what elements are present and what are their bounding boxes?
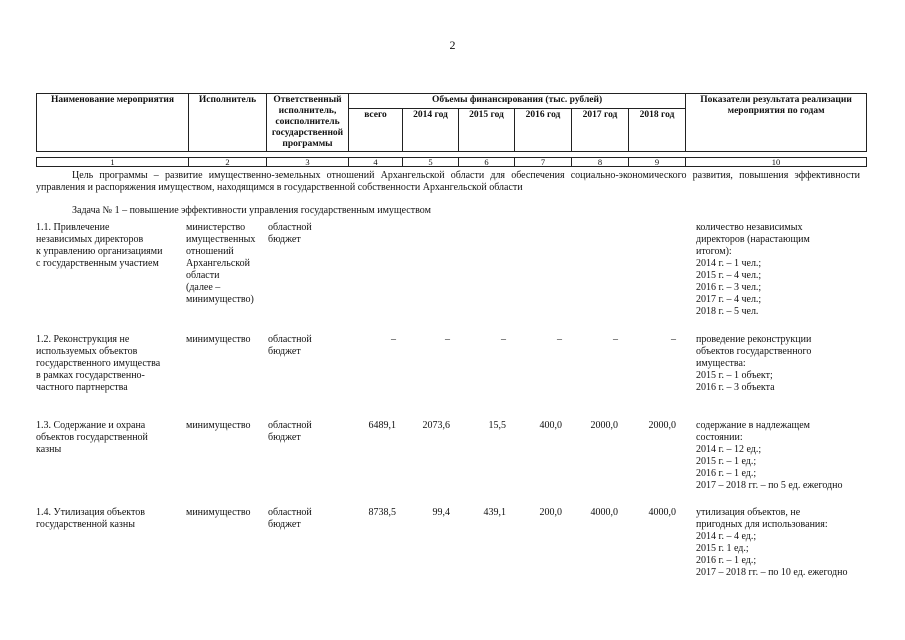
indicator-line: 2017 – 2018 гг. – по 5 ед. ежегодно xyxy=(696,480,843,491)
activity-name-line: государственного имущества xyxy=(36,358,161,369)
financing-value: – xyxy=(501,334,506,345)
funding-source-line: областной xyxy=(268,334,312,345)
column-number: 6 xyxy=(459,158,515,167)
funding-source xyxy=(268,222,348,246)
activity-name-line: используемых объектов xyxy=(36,346,138,357)
activity-name-line: к управлению организациями xyxy=(36,246,163,257)
executor-line: минимущество) xyxy=(186,294,254,305)
column-number: 9 xyxy=(629,158,686,167)
header-responsible: Ответственный исполнитель, соисполнитель государственной программы xyxy=(267,94,349,152)
activity-name-line: казны xyxy=(36,444,62,455)
financing-value: – xyxy=(613,334,618,345)
financing-value: 2000,0 xyxy=(590,420,618,431)
column-number: 5 xyxy=(403,158,459,167)
executor-line: отношений xyxy=(186,246,234,257)
funding-source-line: бюджет xyxy=(268,346,301,357)
column-number: 10 xyxy=(686,158,867,167)
indicator-line: содержание в надлежащем xyxy=(696,420,811,431)
activity-name-line: объектов государственной xyxy=(36,432,148,443)
financing-value: 99,4 xyxy=(432,507,450,518)
activity-name xyxy=(36,222,182,270)
financing-value: 439,1 xyxy=(483,507,506,518)
indicator-line: 2015 г. 1 ед.; xyxy=(696,543,749,554)
activity-executor xyxy=(186,334,264,346)
column-number: 8 xyxy=(572,158,629,167)
activity-name xyxy=(36,334,182,394)
financing-value: – xyxy=(557,334,562,345)
activity-executor xyxy=(186,222,264,306)
executor-line: Архангельской xyxy=(186,258,250,269)
funding-source-line: областной xyxy=(268,420,312,431)
indicator-line: имущества: xyxy=(696,358,746,369)
executor-line: минимущество xyxy=(186,507,251,518)
activity-name-line: 1.2. Реконструкция не xyxy=(36,334,130,345)
executor-line: имущественных xyxy=(186,234,256,245)
financing-value: 4000,0 xyxy=(590,507,618,518)
funding-source-line: областной xyxy=(268,507,312,518)
indicator-line: 2015 г. – 1 объект; xyxy=(696,370,773,381)
indicator-line: 2014 г. – 4 ед.; xyxy=(696,531,757,542)
financing-value: 2073,6 xyxy=(422,420,450,431)
financing-value: 6489,1 xyxy=(368,420,396,431)
executor-line: (далее – xyxy=(186,282,221,293)
activity-name-line: государственной казны xyxy=(36,519,135,530)
funding-source-line: бюджет xyxy=(268,519,301,530)
result-indicators xyxy=(696,507,866,579)
header-2015: 2015 год xyxy=(459,109,515,152)
financing-value: 15,5 xyxy=(488,420,506,431)
column-number: 7 xyxy=(515,158,572,167)
column-number: 2 xyxy=(189,158,267,167)
activity-executor xyxy=(186,507,264,519)
indicator-line: 2016 г. – 3 чел.; xyxy=(696,282,762,293)
result-indicators xyxy=(696,420,866,492)
indicator-line: 2016 г. – 1 ед.; xyxy=(696,555,757,566)
financing-value: 2000,0 xyxy=(648,420,676,431)
indicator-line: итогом): xyxy=(696,246,732,257)
header-name: Наименование мероприятия xyxy=(37,94,189,152)
indicator-line: 2015 г. – 1 ед.; xyxy=(696,456,757,467)
header-total: всего xyxy=(349,109,403,152)
executor-line: минимущество xyxy=(186,420,251,431)
executor-line: области xyxy=(186,270,220,281)
indicator-line: директоров (нарастающим xyxy=(696,234,810,245)
task-heading: Задача № 1 – повышение эффективности управления государственным имуществом xyxy=(72,205,431,216)
funding-source xyxy=(268,420,348,444)
page-number: 2 xyxy=(449,38,456,52)
indicator-line: утилизация объектов, не xyxy=(696,507,801,518)
executor-line: министерство xyxy=(186,222,246,233)
column-number: 1 xyxy=(37,158,189,167)
indicator-line: 2014 г. – 12 ед.; xyxy=(696,444,762,455)
indicator-line: 2014 г. – 1 чел.; xyxy=(696,258,762,269)
header-2014: 2014 год xyxy=(403,109,459,152)
activity-name-line: 1.1. Привлечение xyxy=(36,222,110,233)
financing-value: 200,0 xyxy=(539,507,562,518)
activity-name xyxy=(36,420,182,456)
indicator-line: 2017 – 2018 гг. – по 10 ед. ежегодно xyxy=(696,567,848,578)
result-indicators xyxy=(696,222,866,318)
indicator-line: проведение реконструкции xyxy=(696,334,812,345)
indicator-line: объектов государственного xyxy=(696,346,812,357)
indicator-line: состоянии: xyxy=(696,432,743,443)
column-number-row xyxy=(36,157,867,167)
financing-value: – xyxy=(445,334,450,345)
financing-value: 8738,5 xyxy=(368,507,396,518)
header-executor: Исполнитель xyxy=(189,94,267,152)
activity-name-line: с государственным участием xyxy=(36,258,159,269)
header-2016: 2016 год xyxy=(515,109,572,152)
program-goal: Цель программы – развитие имущественно-земельных отношений Архангельской области для обеспечения социально-экономического развития, повышения эффективности управления и распоряжения имуществом, находящимся в государственной собственности Архангельской области xyxy=(36,170,860,193)
activity-name xyxy=(36,507,182,531)
activity-executor xyxy=(186,420,264,432)
indicator-line: 2017 г. – 4 чел.; xyxy=(696,294,762,305)
financing-value: – xyxy=(391,334,396,345)
funding-source-line: областной xyxy=(268,222,312,233)
indicator-line: количество независимых xyxy=(696,222,803,233)
column-number: 3 xyxy=(267,158,349,167)
activity-name-line: в рамках государственно- xyxy=(36,370,145,381)
indicator-line: 2016 г. – 3 объекта xyxy=(696,382,775,393)
header-2017: 2017 год xyxy=(572,109,629,152)
funding-source-line: бюджет xyxy=(268,234,301,245)
indicator-line: 2015 г. – 4 чел.; xyxy=(696,270,762,281)
indicator-line: 2018 г. – 5 чел. xyxy=(696,306,759,317)
activity-name-line: 1.4. Утилизация объектов xyxy=(36,507,145,518)
indicator-line: 2016 г. – 1 ед.; xyxy=(696,468,757,479)
executor-line: минимущество xyxy=(186,334,251,345)
funding-source-line: бюджет xyxy=(268,432,301,443)
indicator-line: пригодных для использования: xyxy=(696,519,828,530)
financing-value: – xyxy=(671,334,676,345)
header-financing: Объемы финансирования (тыс. рублей) xyxy=(349,94,686,109)
table-header xyxy=(36,93,867,152)
header-2018: 2018 год xyxy=(629,109,686,152)
funding-source xyxy=(268,507,348,531)
activity-name-line: частного партнерства xyxy=(36,382,128,393)
activity-name-line: независимых директоров xyxy=(36,234,144,245)
column-number: 4 xyxy=(349,158,403,167)
result-indicators xyxy=(696,334,866,394)
financing-value: 400,0 xyxy=(539,420,562,431)
header-indicators: Показатели результата реализации мероприятия по годам xyxy=(686,94,867,152)
financing-value: 4000,0 xyxy=(648,507,676,518)
funding-source xyxy=(268,334,348,358)
activity-name-line: 1.3. Содержание и охрана xyxy=(36,420,146,431)
